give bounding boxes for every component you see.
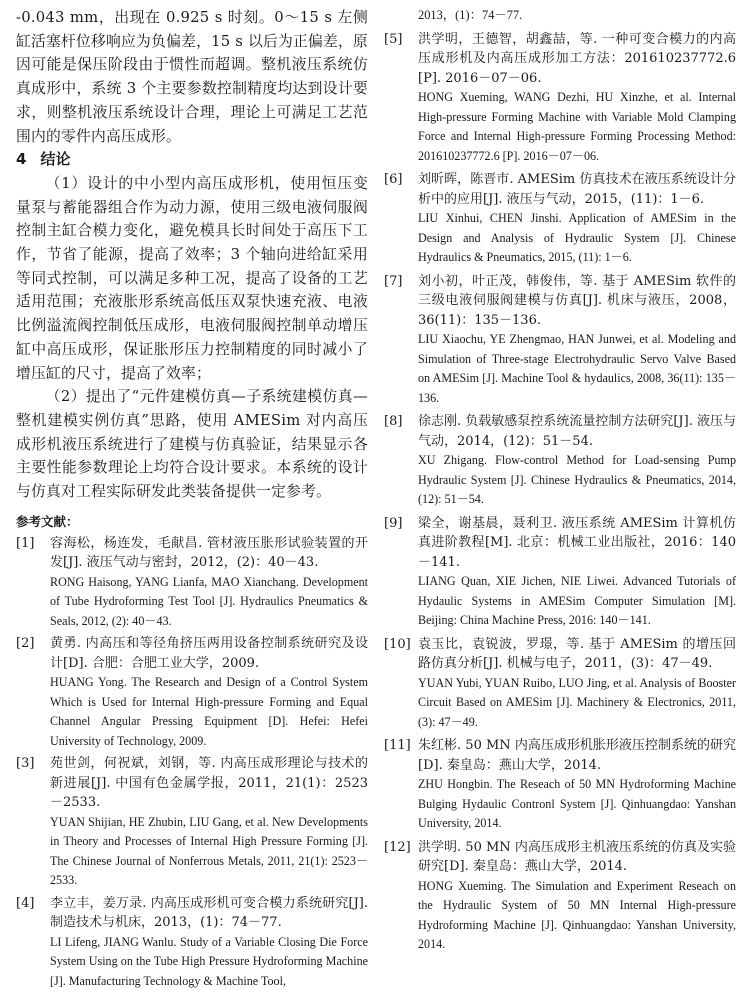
reference-chinese: 梁全，谢基晨，聂利卫. 液压系统 AMESim 计算机仿真进阶教程[M]. 北京：机械工业出版社，2016：140－141. xyxy=(418,515,736,570)
reference-number: [3] xyxy=(16,756,35,772)
reference-english: HUANG Yong. The Research and Design of a Control System Which is Used for Internal High-pressure Forming and Equal Channel Angular Pressing Equipment [D]. Hefei: Hefei University of Technology, 2009. xyxy=(50,675,368,748)
reference-number: [5] xyxy=(384,31,403,47)
reference-chinese: 容海松，杨连发，毛献昌. 管材液压胀形试验装置的开发[J]. 液压气动与密封，2012，(2)：40－43. xyxy=(50,535,368,571)
reference-number: [1] xyxy=(16,535,35,551)
reference-number: [8] xyxy=(384,414,403,429)
body-paragraph-1: -0.043 mm，出现在 0.925 s 时刻。0～15 s 左侧缸活塞杆位移响应为负偏差，15 s 以后为正偏差，原因可能是保压阶段由于惯性而超调。整机液压系统仿真成形中，系统 3 个主要参数控制精度均达到设计要求，则整机液压系统设计合理，理论上可满足工艺范围内的零件内高压成形。 xyxy=(16,9,368,145)
reference-item xyxy=(384,838,736,955)
reference-item xyxy=(384,514,736,631)
conclusion-paragraph-1: （1）设计的中小型内高压成形机，使用恒压变量泵与蓄能器组合作为动力源，使用三级电液伺服阀控制主缸合模力变化，避免模具长时间处于高压下工作，节省了能源，提高了效率；3 个轴向进给缸采用等同式控制，可以满足多种工况，提高了设备的工艺适用范围；充液胀形系统高低压双泵快速充液、电液比例溢流阀控制低压成形，电液伺服阀控制单动增压缸中高压成形，保证胀形压力控制精度的同时减小了增压缸的尺寸，提高了效率； xyxy=(16,174,368,382)
reference-item xyxy=(16,894,368,991)
reference-english: LIU Xinhui, CHEN Jinshi. Application of AMESim in the Design and Analysis of Hydraulic System [J]. Chinese Hydraulics & Pneumatics, 2015, (11): 1－6. xyxy=(418,211,736,264)
reference-chinese: 黄勇. 内高压和等径角挤压两用设备控制系统研究及设计[D]. 合肥：合肥工业大学，2009. xyxy=(50,636,368,671)
reference-english: ZHU Hongbin. The Reseach of 50 MN Hydroforming Machine Bulging Hydaulic Contronl System [J]. Qinhuangdao: Yanshan University, 2014. xyxy=(418,777,736,830)
reference-chinese: 朱红彬. 50 MN 内高压成形机胀形液压控制系统的研究[D]. 秦皇岛：燕山大学，2014. xyxy=(418,738,736,773)
section-number: 4 xyxy=(16,150,27,169)
reference-number: [10] xyxy=(384,636,411,652)
reference-chinese: 刘小初，叶正茂，韩俊伟，等. 基于 AMESim 软件的三级电液伺服阀建模与仿真[J]. 机床与液压，2008，36(11)：135－136. xyxy=(418,273,736,328)
reference-number: [6] xyxy=(384,172,403,187)
reference-number: [7] xyxy=(384,273,403,289)
reference-item xyxy=(384,30,736,167)
reference-chinese: 洪学明. 50 MN 内高压成形主机液压系统的仿真及实验研究[D]. 秦皇岛：燕山大学，2014. xyxy=(418,839,736,874)
reference-number: [12] xyxy=(384,839,411,855)
reference-english: RONG Haisong, YANG Lianfa, MAO Xianchang. Development of Tube Hydroforming Test Tool [J]. Hydraulics Pneumatics & Seals, 2012, (2): 40－43. xyxy=(50,574,368,628)
reference-chinese: 袁玉比，袁锐波，罗璟，等. 基于 AMESim 的增压回路仿真分析[J]. 机械与电子，2011，(3)：47－49. xyxy=(418,636,736,671)
reference-chinese: 洪学明，王德智，胡鑫喆，等. 一种可变合模力的内高压成形机及内高压成形加工方法：201610237772.6 [P]. 2016－07－06. xyxy=(418,31,736,86)
reference-chinese: 李立丰，姜万录. 内高压成形机可变合模力系统研究[J]. 制造技术与机床，2013，(1)：74－77. xyxy=(50,895,368,931)
reference-item xyxy=(384,635,736,733)
reference-number: [4] xyxy=(16,895,35,911)
reference-number: [9] xyxy=(384,515,403,531)
reference-chinese: 苑世剑，何祝斌，刘钢，等. 内高压成形理论与技术的新进展[J]. 中国有色金属学报，2011，21(1)：2523－2533. xyxy=(50,756,368,811)
section-title: 结论 xyxy=(40,150,71,169)
reference-continuation: 2013，(1)：74－77. xyxy=(418,8,523,22)
reference-item xyxy=(384,736,736,834)
body-text xyxy=(16,6,368,504)
conclusion-paragraph-2: （2）提出了“元件建模仿真—子系统建模仿真—整机建模实例仿真”思路，使用 AMESim 对内高压成形机液压系统进行了建模与仿真验证，结果显示各主要性能参数理论上均符合设计要求。本系统的设计与仿真对工程实际研发此类装备提供一定参考。 xyxy=(16,388,368,501)
reference-number: [2] xyxy=(16,636,35,652)
reference-item xyxy=(16,534,368,632)
reference-chinese: 刘昕晖，陈晋市. AMESim 仿真技术在液压系统设计分析中的应用[J]. 液压与气动，2015，(11)：1－6. xyxy=(418,172,736,207)
reference-item xyxy=(384,412,736,510)
reference-english: HONG Xueming, WANG Dezhi, HU Xinzhe, et al. Internal High-pressure Forming Machine with Variable Mold Clamping Force and Internal High-pressure Forming Processing Method: 201610237772.6 [P]. 2016－07－06. xyxy=(418,90,736,163)
reference-item xyxy=(384,170,736,268)
reference-item xyxy=(16,634,368,751)
section-heading-conclusion xyxy=(16,148,368,172)
reference-chinese: 徐志刚. 负载敏感泵控系统流量控制方法研究[J]. 液压与气动，2014，(12)：51－54. xyxy=(418,414,736,449)
reference-english: YUAN Yubi, YUAN Ruibo, LUO Jing, et al. Analysis of Booster Circuit Based on AMESim [J]. Machinery & Electronics, 2011, (3): 47－49. xyxy=(418,675,736,729)
reference-number: [11] xyxy=(384,738,411,753)
reference-english: LIU Xiaochu, YE Zhengmao, HAN Junwei, et al. Modeling and Simulation of Three-stage Electrohydraulic Servo Valve Based on AMESim [J]. Machine Tool & hydaulics, 2008, 36(11): 135－136. xyxy=(418,332,736,405)
reference-item xyxy=(16,754,368,891)
reference-english: LIANG Quan, XIE Jichen, NIE Liwei. Advanced Tutorials of Hydaulic Systems in AMESim Computer Simulation [M]. Beijing: China Machine Press, 2016: 140－141. xyxy=(418,574,736,627)
left-column xyxy=(16,6,368,988)
references-title: 参考文献： xyxy=(16,513,79,529)
reference-english: HONG Xueming. The Simulation and Experiment Reseach on the Hydraulic System of 50 MN Internal High-pressure Hydroforming Machine [J]. Qinhuangdao: Yanshan University, 2014. xyxy=(418,878,736,951)
reference-item xyxy=(384,272,736,409)
reference-english: YUAN Shijian, HE Zhubin, LIU Gang, et al. New Developments in Theory and Processes of Internal High Pressure Forming [J]. The Chinese Journal of Nonferrous Metals, 2011, 21(1): 2523－2533. xyxy=(50,814,368,888)
reference-english: LI Lifeng, JIANG Wanlu. Study of a Variable Closing Die Force System Using on the Tube High Pressure Hydroforming Machine [J]. Manufacturing Technology & Machine Tool, xyxy=(50,934,368,988)
reference-english: XU Zhigang. Flow-control Method for Load-sensing Pump Hydraulic System [J]. Chinese Hydraulics & Pneumatics, 2014, (12): 51－54. xyxy=(418,453,736,506)
right-column xyxy=(384,6,736,953)
